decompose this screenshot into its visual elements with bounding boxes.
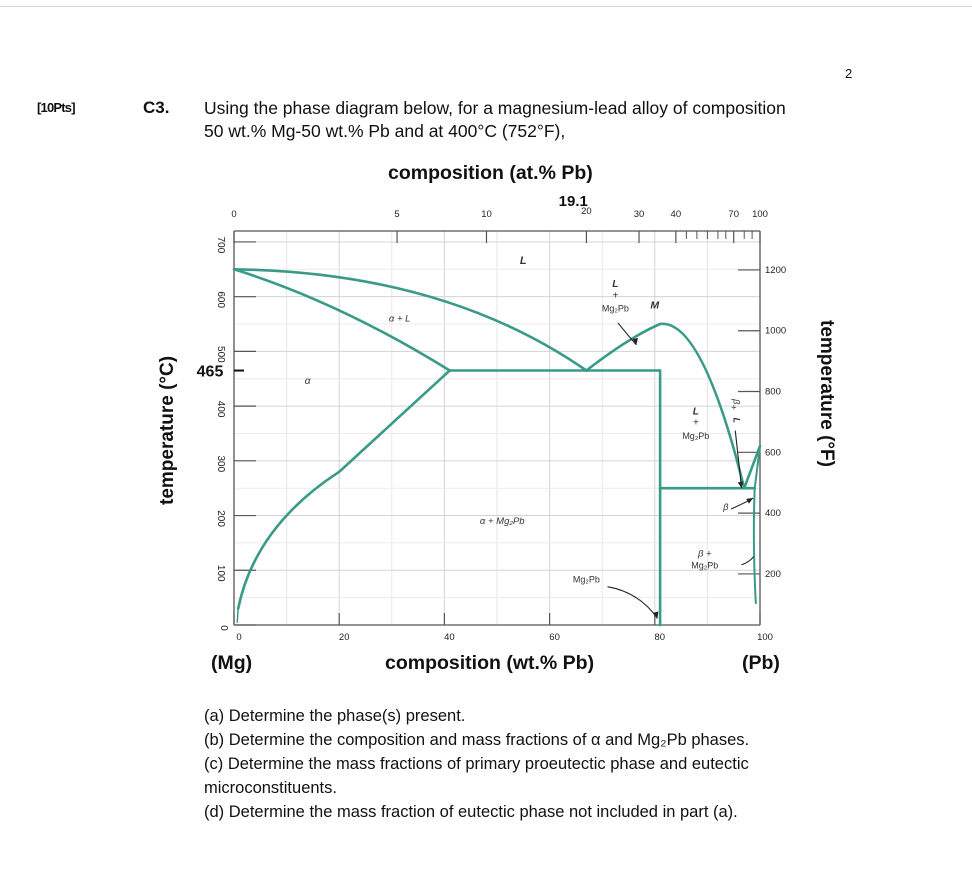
bottom-axis-title: composition (wt.% Pb) — [385, 652, 595, 674]
top-axis-title: composition (at.% Pb) — [388, 162, 593, 184]
label-alpha: α — [304, 376, 311, 388]
label-l-mg2pb-plus: + — [612, 290, 619, 302]
label-beta-mg2pb-beta: β + — [697, 548, 712, 560]
label-l-mg2pb-l: L — [612, 278, 619, 290]
top-tick-label: 5 — [394, 209, 400, 220]
bottom-tick-label: 60 — [549, 632, 560, 643]
question-line-2: 50 wt.% Mg-50 wt.% Pb and at 400°C (752°F), — [204, 121, 566, 141]
right-tick-label: 800 — [765, 386, 781, 398]
left-tick-label: 600 — [215, 291, 226, 309]
question-line-1: Using the phase diagram below, for a magnesium-lead alloy of composition — [204, 98, 786, 118]
label-beta-l-plus: + — [731, 402, 737, 413]
grid — [234, 231, 760, 625]
top-tick-label: 70 — [728, 209, 739, 220]
question-parts — [204, 704, 749, 824]
solidus-alpha — [234, 269, 450, 370]
label-liquid: L — [519, 254, 527, 267]
top-tick-label: 20 — [581, 206, 592, 217]
label-beta-l-l: L — [731, 417, 742, 424]
bottom-tick-label: 100 — [757, 632, 773, 643]
label-point-m: M — [650, 299, 660, 312]
liquidus-l-mg2pb-left — [586, 324, 660, 371]
left-tick-label: 300 — [215, 455, 226, 473]
part-c-line-2: microconstituents. — [204, 779, 337, 797]
bottom-tick-label: 80 — [654, 632, 666, 643]
right-end-label: (Pb) — [742, 652, 780, 674]
bottom-tick-label: 0 — [236, 632, 242, 643]
arrowhead-mg2pb-line — [653, 612, 658, 619]
part-a: (a) Determine the phase(s) present. — [204, 707, 466, 725]
label-alpha-plus-l: α + L — [388, 313, 411, 325]
right-tick-label: 400 — [765, 508, 781, 520]
top-tick-label: 10 — [481, 209, 492, 220]
left-end-label: (Mg) — [211, 652, 253, 674]
label-l-mg2pb-right-l: L — [692, 406, 699, 418]
composition-19-1-label: 19.1 — [558, 193, 588, 210]
label-alpha-plus-mg2pb: α + Mg₂Pb — [479, 515, 525, 527]
top-tick-label: 40 — [670, 209, 682, 220]
bottom-tick-label: 20 — [338, 632, 350, 643]
label-l-mg2pb-right-phase: Mg₂Pb — [682, 430, 710, 441]
page-number: 2 — [845, 66, 853, 81]
label-beta-mg2pb-phase: Mg₂Pb — [691, 560, 719, 571]
top-tick-label: 30 — [633, 209, 645, 220]
label-mg2pb-line: Mg₂Pb — [572, 574, 600, 585]
top-tick-label: 0 — [231, 209, 237, 220]
left-tick-label: 500 — [215, 346, 226, 363]
arrow-mg2pb-line — [607, 587, 657, 619]
label-l-mg2pb-phase: Mg₂Pb — [601, 303, 629, 314]
part-c-line-1: (c) Determine the mass fractions of primary proeutectic phase and eutectic — [204, 755, 749, 773]
left-tick-label: 400 — [215, 400, 226, 418]
right-tick-label: 1200 — [765, 264, 787, 276]
arrow-beta-mg2pb — [742, 557, 754, 565]
top-tick-label: 100 — [752, 209, 768, 220]
left-tick-label: 0 — [218, 625, 229, 631]
bottom-tick-label: 40 — [444, 632, 455, 643]
part-b: (b) Determine the composition and mass fractions of α and Mg₂Pb phases. — [204, 731, 750, 749]
points-label: [10Pts] — [37, 100, 75, 115]
label-beta-l-beta: β — [731, 399, 742, 405]
phase-labels — [305, 255, 754, 619]
right-axis-title: temperature (°F) — [816, 320, 837, 467]
right-tick-label: 600 — [765, 447, 781, 459]
left-tick-label: 100 — [215, 564, 226, 582]
question-number: C3. — [143, 98, 170, 117]
right-tick-label: 1000 — [765, 325, 787, 337]
left-tick-label: 700 — [215, 236, 226, 254]
temperature-465-label: 465 — [196, 363, 224, 381]
alpha-solvus-tail — [237, 609, 238, 623]
beta-solvus — [754, 446, 760, 603]
right-tick-label: 200 — [765, 568, 781, 580]
label-l-mg2pb-right-plus: + — [692, 417, 699, 429]
left-axis-title: temperature (°C) — [157, 355, 178, 505]
label-beta: β — [723, 502, 729, 513]
left-tick-label: 200 — [215, 510, 226, 527]
part-d: (d) Determine the mass fraction of eutectic phase not included in part (a). — [204, 803, 738, 821]
